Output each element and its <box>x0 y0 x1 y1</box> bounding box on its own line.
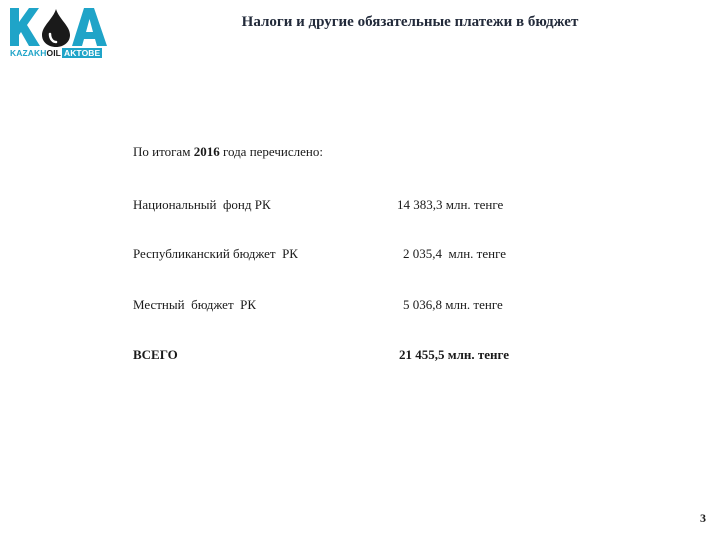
row-value: 5 036,8 млн. тенге <box>403 297 503 312</box>
row-value: 2 035,4 млн. тенге <box>403 246 507 261</box>
row-label: Местный бюджет РК <box>133 297 257 312</box>
budget-row-total <box>133 347 553 365</box>
budget-row-republican <box>133 246 553 264</box>
intro-suffix: года перечислено: <box>219 144 323 159</box>
intro-year: 2016 <box>193 144 220 159</box>
row-label: ВСЕГО <box>133 347 178 362</box>
row-value: 14 383,3 млн. тенге <box>397 197 504 212</box>
intro-prefix: По итогам <box>133 144 194 159</box>
budget-row-national-fund <box>133 197 553 215</box>
kazakhoil-aktobe-logo-mark <box>8 6 108 48</box>
logo-wordmark: KAZAKHOIL AKTOBE <box>10 48 101 58</box>
company-logo <box>8 6 108 60</box>
slide-title: Налоги и другие обязательные платежи в бюджет <box>241 14 579 30</box>
row-value: 21 455,5 млн. тенге <box>399 347 510 362</box>
budget-row-local <box>133 297 553 315</box>
page-number: 3 <box>700 511 706 525</box>
row-label: Национальный фонд РК <box>133 197 271 212</box>
intro-text <box>133 144 323 160</box>
row-label: Республиканский бюджет РК <box>133 246 298 261</box>
logo-letter-k-icon <box>10 8 40 46</box>
logo-letter-a-icon <box>72 8 107 46</box>
